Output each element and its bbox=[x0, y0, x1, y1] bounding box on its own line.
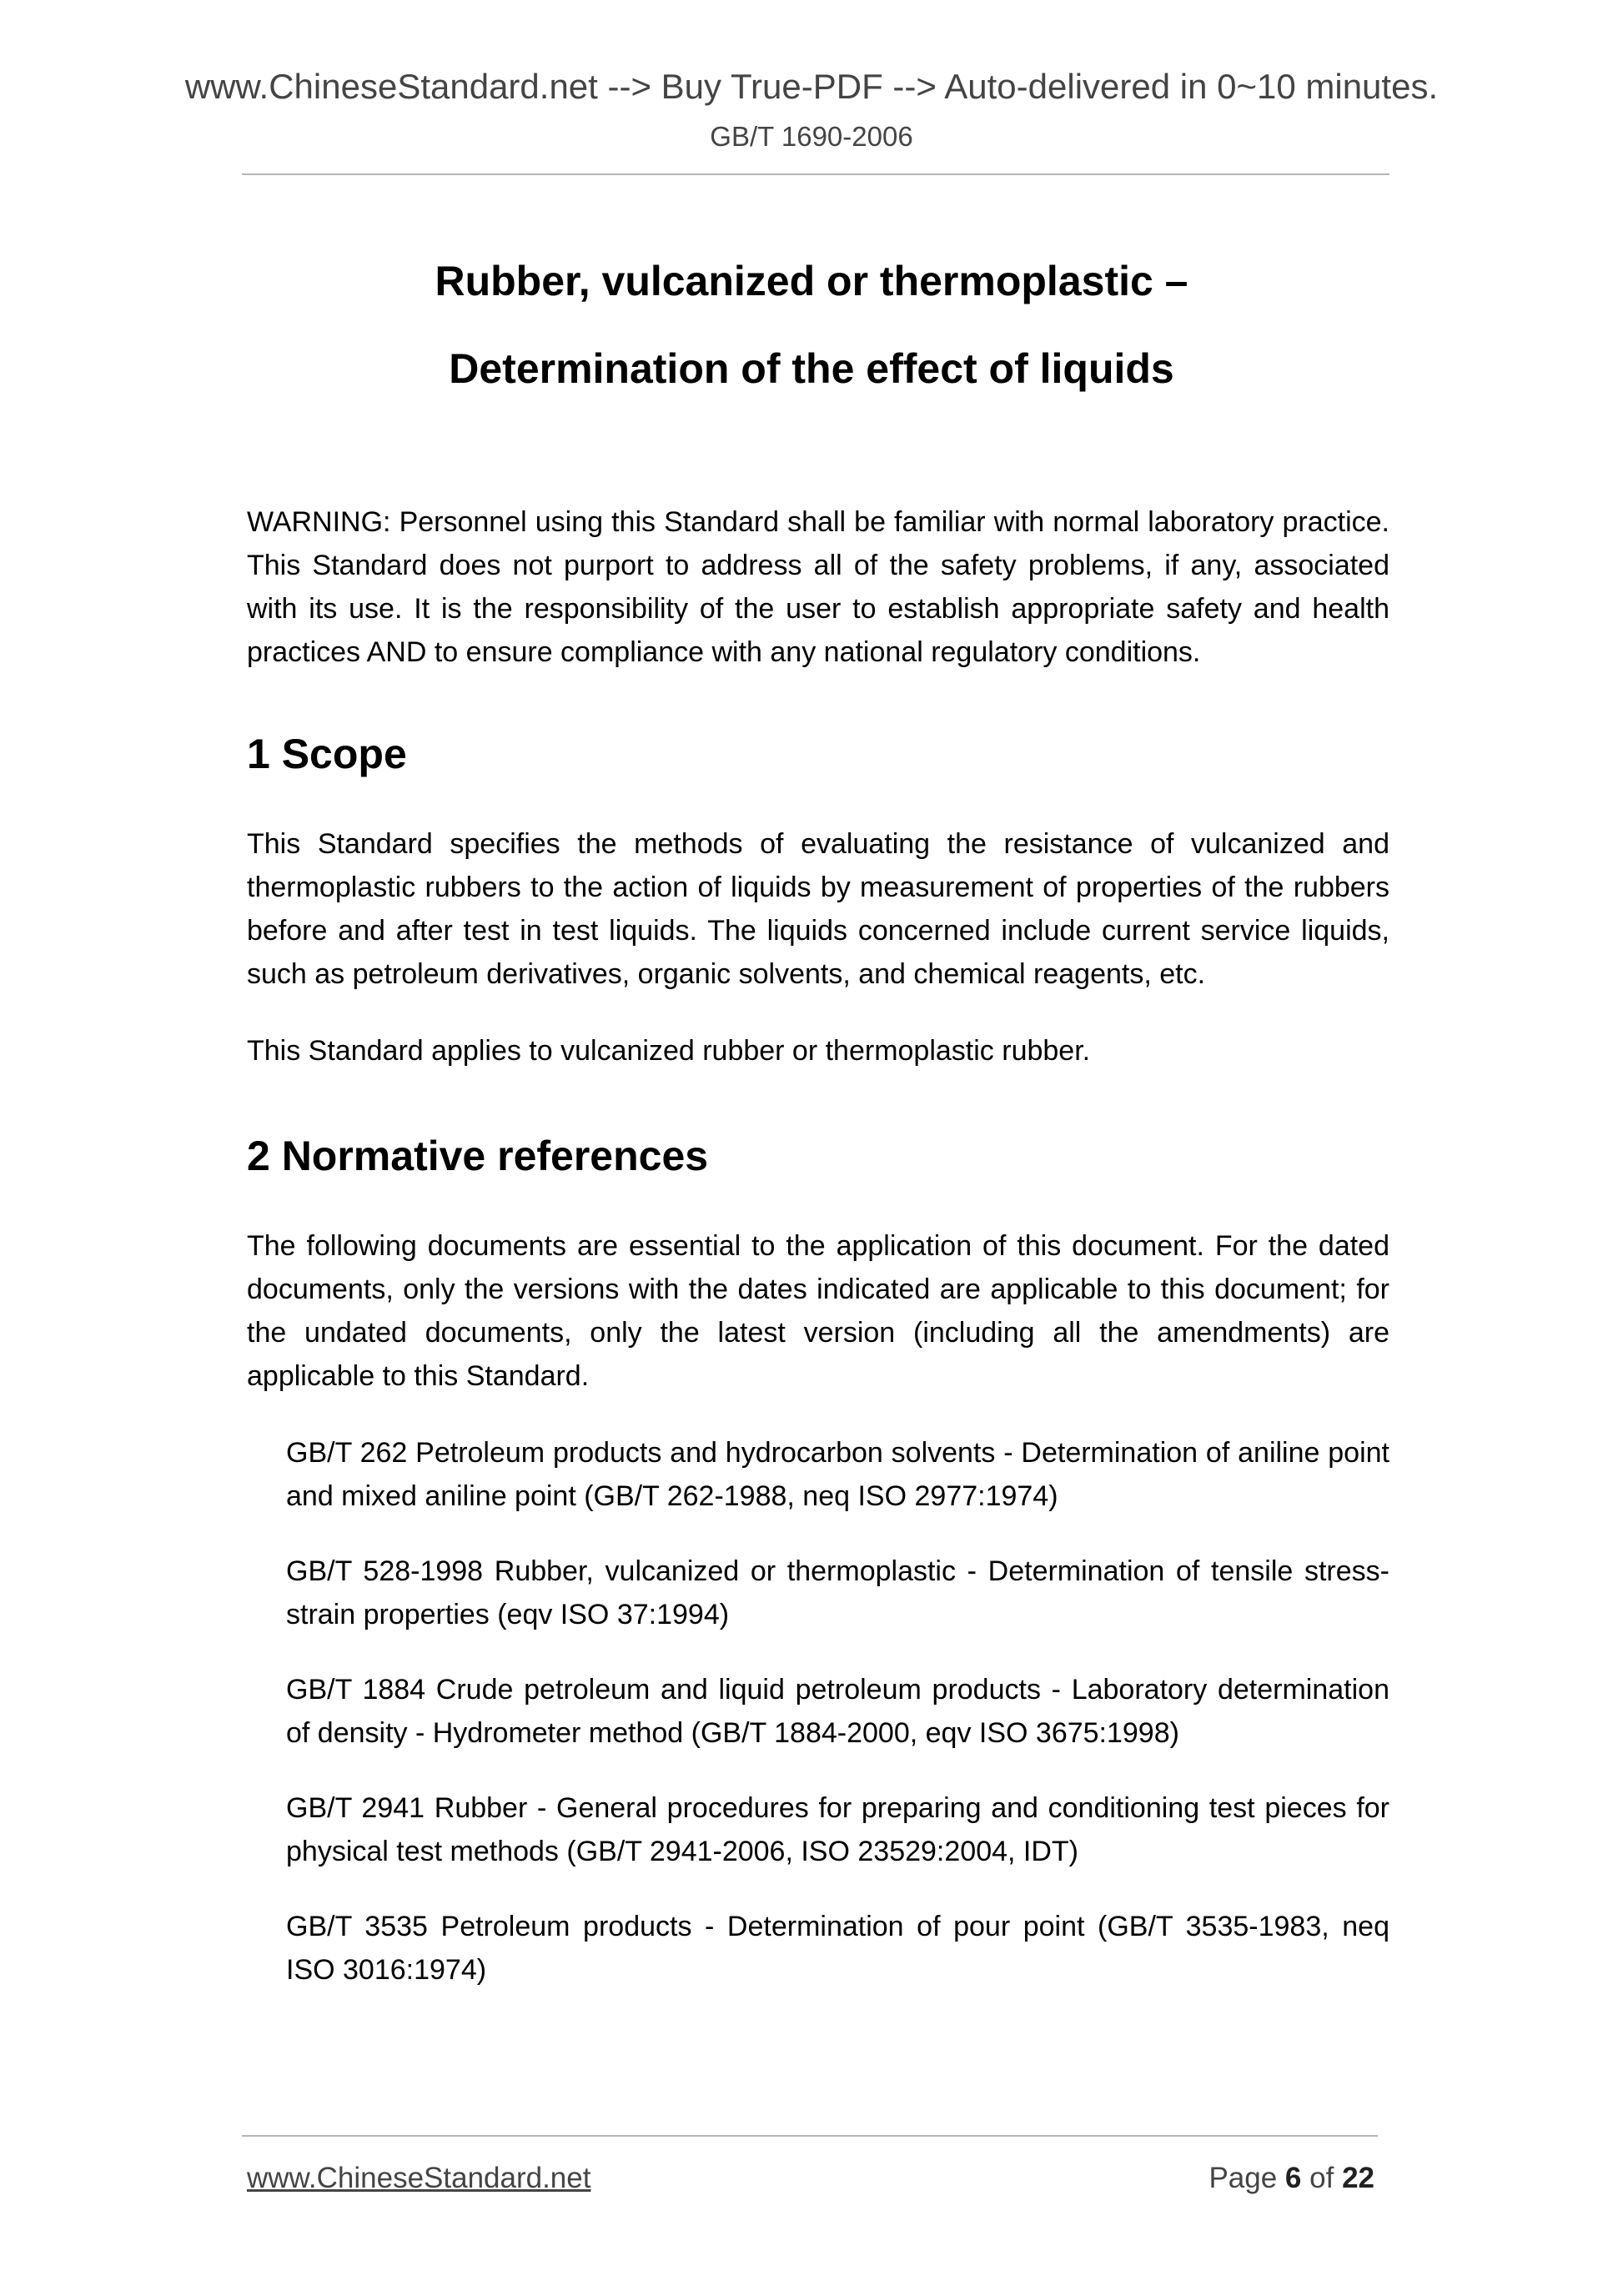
reference-item: GB/T 1884 Crude petroleum and liquid petroleum products - Laboratory determination of density - Hydrometer method (GB/T 1884-2000, eqv ISO 3675:1998) bbox=[286, 1674, 1389, 1749]
references-intro: The following documents are essential to the application of this document. For the dated documents, only the versions with the dates indicated are applicable to this document; for the undated documents, only the latest version (including all the amendments) are applicable to this Standard. bbox=[247, 1230, 1389, 1392]
header-divider bbox=[242, 173, 1389, 175]
page-of-label: of bbox=[1309, 2162, 1334, 2194]
standard-code: GB/T 1690-2006 bbox=[710, 121, 913, 152]
title-line-2: Determination of the effect of liquids bbox=[449, 345, 1174, 392]
page-label: Page bbox=[1208, 2162, 1278, 2194]
section-heading-scope: 1 Scope bbox=[247, 731, 407, 777]
reference-item: GB/T 2941 Rubber - General procedures for preparing and conditioning test pieces for physical test methods (GB/T 2941-2006, ISO 23529:2004, IDT) bbox=[286, 1792, 1389, 1867]
section-heading-normative-references: 2 Normative references bbox=[247, 1133, 709, 1179]
document-body bbox=[247, 500, 1389, 2023]
header-banner: www.ChineseStandard.net --> Buy True-PDF --> Auto-delivered in 0~10 minutes. bbox=[184, 67, 1439, 106]
document-title bbox=[0, 238, 1623, 413]
footer-website-link[interactable]: www.ChineseStandard.net bbox=[247, 2162, 591, 2194]
total-pages: 22 bbox=[1342, 2162, 1374, 2194]
current-page: 6 bbox=[1284, 2162, 1302, 2194]
reference-item: GB/T 528-1998 Rubber, vulcanized or thermoplastic - Determination of tensile stress-strain properties (eqv ISO 37:1994) bbox=[286, 1555, 1389, 1630]
scope-paragraph-1: This Standard specifies the methods of evaluating the resistance of vulcanized and thermoplastic rubbers to the action of liquids by measurement of properties of the rubbers before and after test in test liquids. The liquids concerned include current service liquids, such as petroleum derivatives, organic solvents, and chemical reagents, etc. bbox=[247, 828, 1389, 990]
page-number bbox=[1208, 2158, 1374, 2198]
title-line-1: Rubber, vulcanized or thermoplastic – bbox=[435, 258, 1188, 304]
footer-divider bbox=[242, 2135, 1378, 2137]
scope-paragraph-2: This Standard applies to vulcanized rubber or thermoplastic rubber. bbox=[247, 1035, 1091, 1067]
reference-item: GB/T 262 Petroleum products and hydrocarbon solvents - Determination of aniline point and mixed aniline point (GB/T 262-1988, neq ISO 2977:1974) bbox=[286, 1437, 1389, 1512]
reference-item: GB/T 3535 Petroleum products - Determination of pour point (GB/T 3535-1983, neq ISO 3016:1974) bbox=[286, 1911, 1389, 1986]
page-header bbox=[0, 63, 1623, 157]
warning-paragraph: WARNING: Personnel using this Standard shall be familiar with normal laboratory practice. This Standard does not purport to address all of the safety problems, if any, associated with its use. It is the responsibility of the user to establish appropriate safety and health practices AND to ensure compliance with any national regulatory conditions. bbox=[247, 506, 1389, 668]
